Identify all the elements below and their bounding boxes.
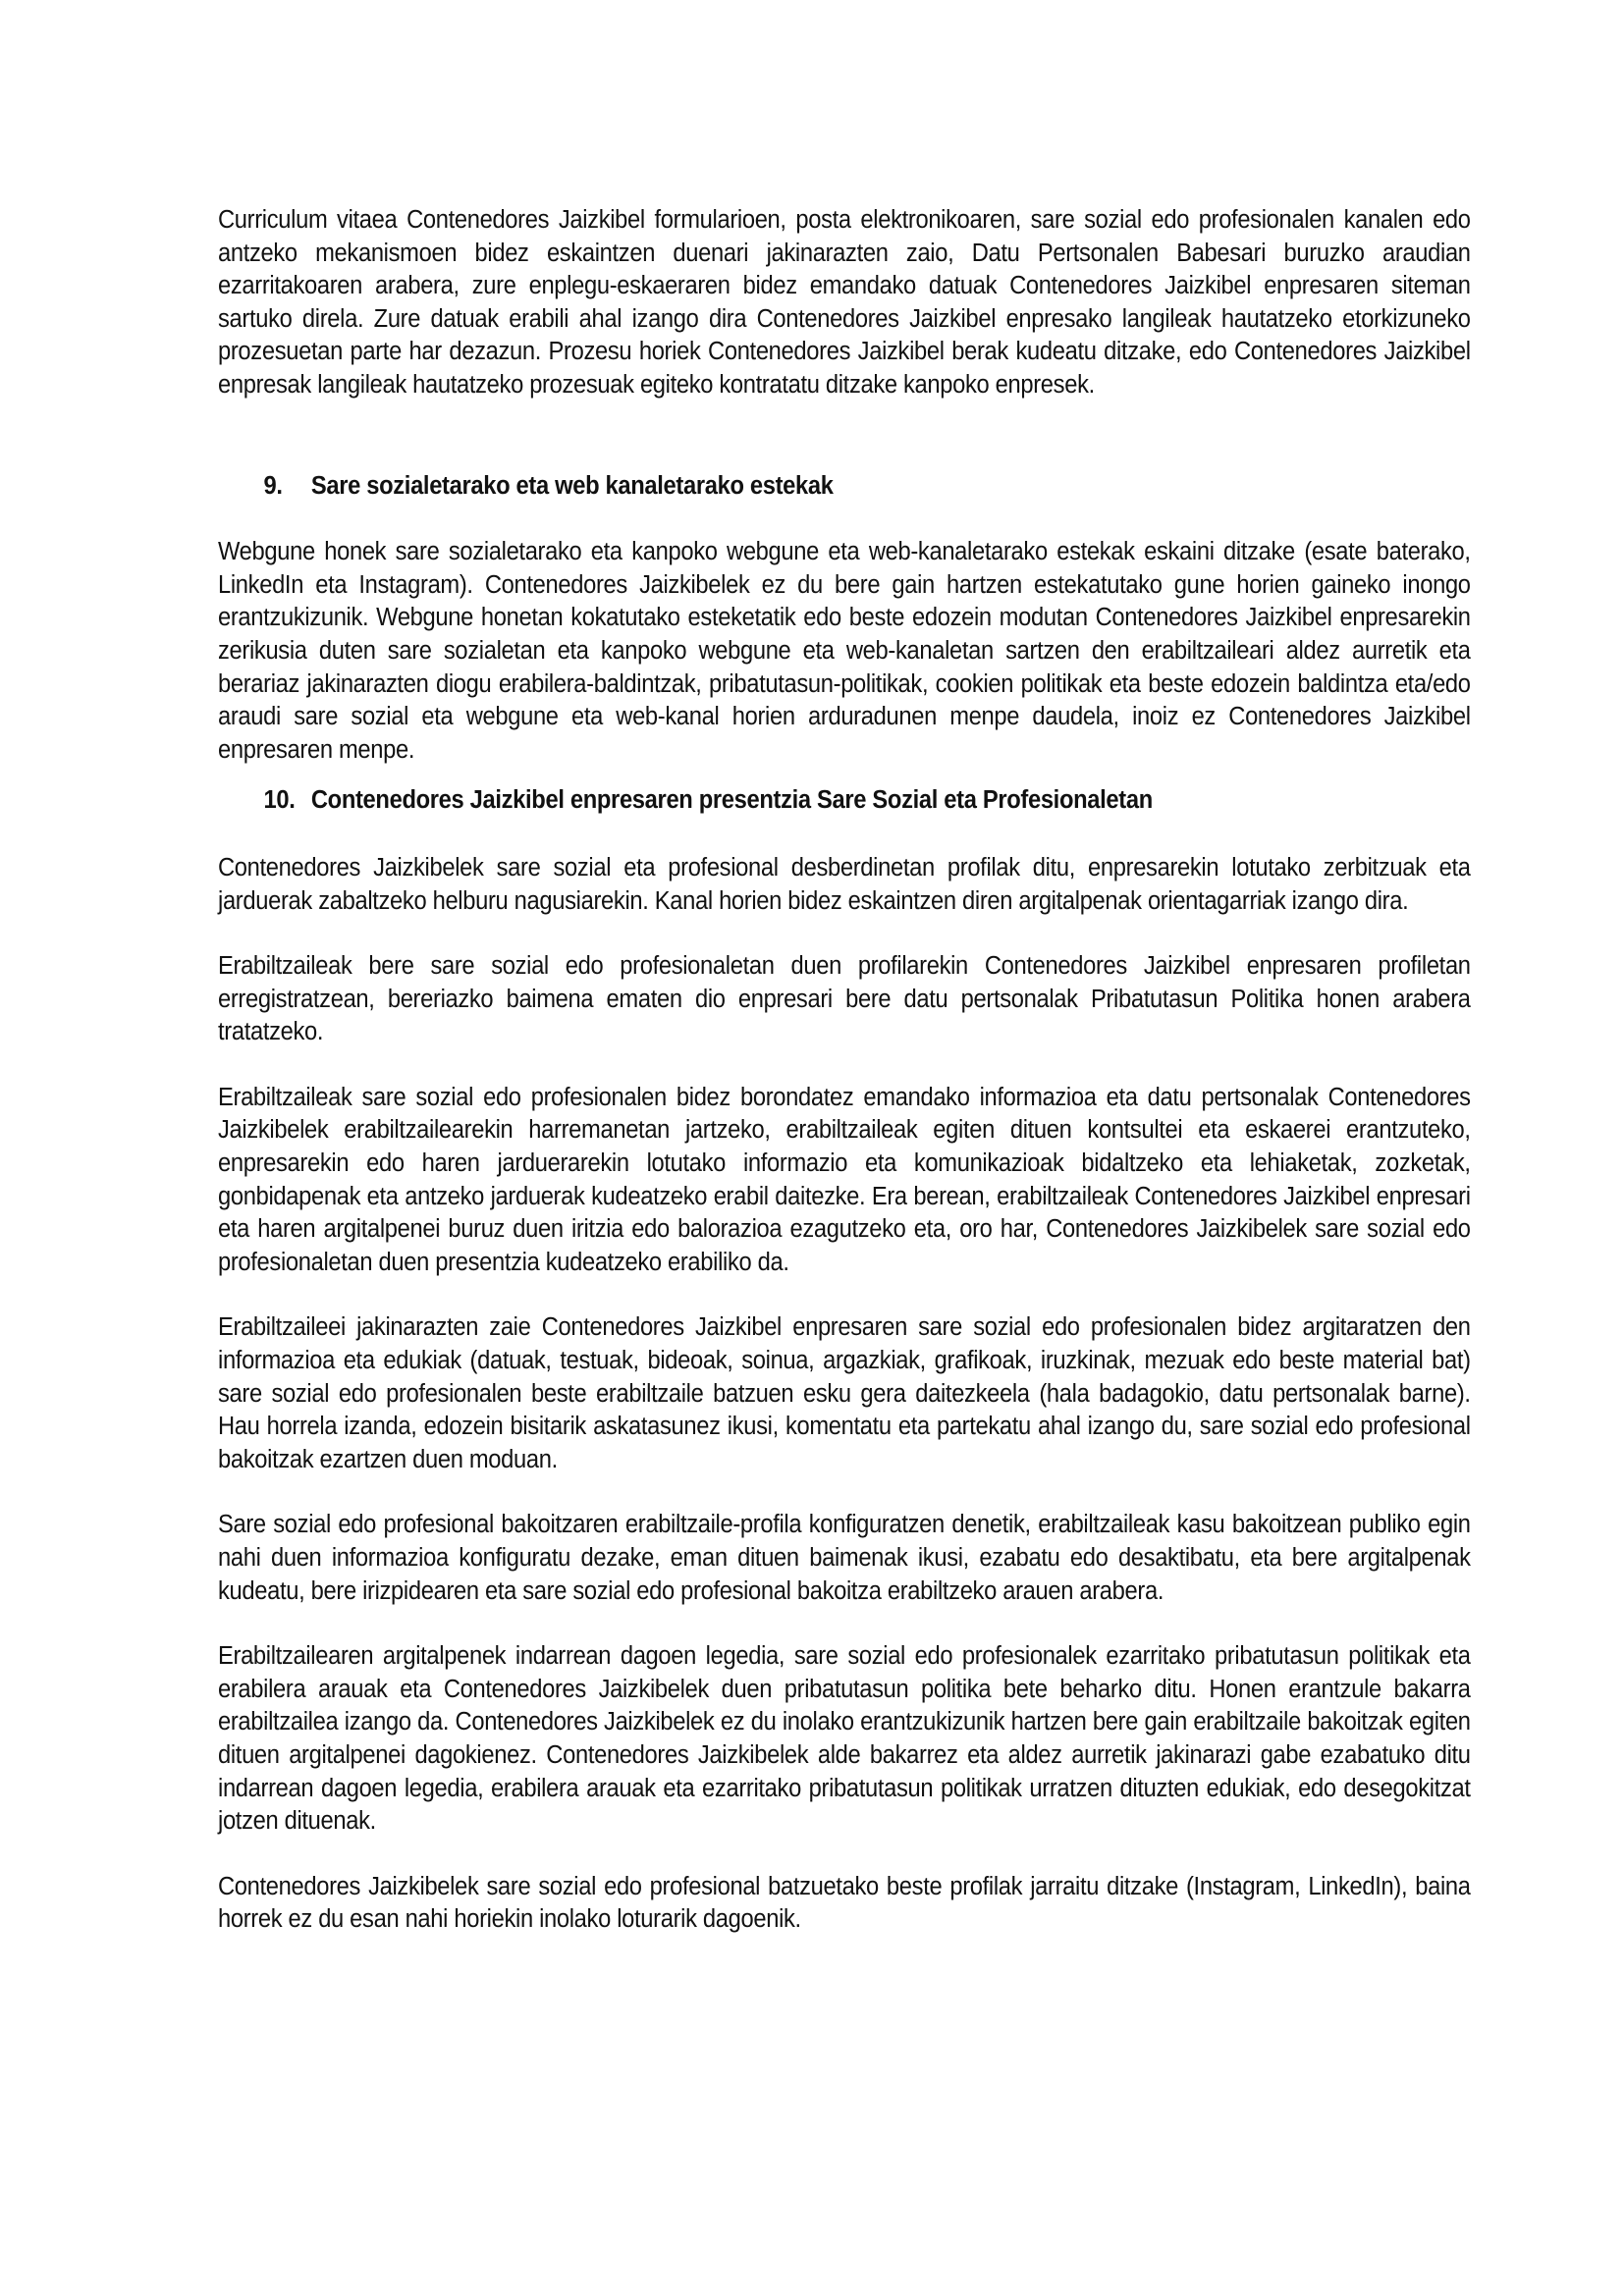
section-heading-10 [218,784,1516,818]
intro-paragraph: Curriculum vitaea Contenedores Jaizkibel formularioen, posta elektronikoaren, sare sozial edo profesionalen kanalen edo antzeko mekanismoen bidez eskaintzen duenari jakinarazten zaio, Datu Pertsonalen Babesari buruzko araudian ezarritakoaren arabera, zure enplegu-eskaeraren bidez emandako datuak Contenedores Jaizkibel enpresaren siteman sartuko direla. Zure datuak erabili ahal izango dira Contenedores Jaizkibel enpresako langileak hautatzeko etorkizuneko prozesuetan parte har dezazun. Prozesu horiek Contenedores Jaizkibel berak kudeatu ditzake, edo Contenedores Jaizkibel enpresak langileak hautatzeko prozesuak egiteko kontratatu ditzake kanpoko enpresek. [218,206,1471,399]
document-page [218,204,1471,1937]
section-9-paragraph: Webgune honek sare sozialetarako eta kanpoko webgune eta web-kanaletarako estekak eskaini ditzake (esate baterako, LinkedIn eta Instagram). Contenedores Jaizkibelek ez du bere gain hartzen estekatutako gune horien gaineko inongo erantzukizunik. Webgune honetan kokatutako esteketatik edo beste edozein modutan Contenedores Jaizkibel enpresarekin zerikusia duten sare sozialetan eta kanpoko webgune eta web-kanaletan sartzen den erabiltzaileari aldez aurretik eta berariaz jakinarazten diogu erabilera-baldintzak, pribatutasun-politikak, cookien politikak eta beste edozein baldintza eta/edo araudi sare sozial eta webgune eta web-kanal horien arduradunen menpe daudela, inoiz ez Contenedores Jaizkibel enpresaren menpe. [218,538,1471,764]
section-10-paragraph: Erabiltzaileak sare sozial edo profesionalen bidez borondatez emandako informazioa eta datu pertsonalak Contenedores Jaizkibelek erabiltzailearekin harremanetan jartzeko, erabiltzaileak egiten dituen kontsultei eta eskaerei erantzuteko, enpresarekin edo haren jarduerarekin lotutako informazio eta komunikazioak bidaltzeko eta lehiaketak, zozketak, gonbidapenak eta antzeko jarduerak kudeatzeko erabil daitezke. Era berean, erabiltzaileak Contenedores Jaizkibel enpresari eta haren argitalpenei buruz duen iritzia edo balorazioa ezagutzeko eta, oro har, Contenedores Jaizkibelek sare sozial edo profesionaletan duen presentzia kudeatzeko erabiliko da. [218,1083,1471,1276]
section-10-paragraph: Contenedores Jaizkibelek sare sozial eta profesional desberdinetan profilak ditu, enpresarekin lotutako zerbitzuak eta jarduerak zabaltzeko helburu nagusiarekin. Kanal horien bidez eskaintzen diren argitalpenak orientagarriak izango dira. [218,853,1471,915]
section-10-paragraph: Erabiltzailearen argitalpenek indarrean dagoen legedia, sare sozial edo profesionalek ezarritako pribatutasun politikak eta erabilera arauak eta Contenedores Jaizkibelek duen pribatutasun politika bete beharko ditu. Honen erantzule bakarra erabiltzailea izango da. Contenedores Jaizkibelek ez du inolako erantzukizunik hartzen bere gain erabiltzaile bakoitzak egiten dituen argitalpenei dagokienez. Contenedores Jaizkibelek alde bakarrez eta aldez aurretik jakinarazi gabe ezabatuko ditu indarrean dagoen legedia, erabilera arauak eta ezarritako pribatutasun politikak urratzen dituzten edukiak, edo desegokitzat jotzen dituenak. [218,1642,1471,1836]
section-number: 10. [263,786,296,815]
section-10-paragraph: Erabiltzaileei jakinarazten zaie Contenedores Jaizkibel enpresaren sare sozial edo profesionalen bidez argitaratzen den informazioa eta edukiak (datuak, testuak, bideoak, soinua, argazkiak, grafikoak, iruzkinak, mezuak edo beste material bat) sare sozial edo profesionalen beste erabiltzaile batzuen esku gera daitezkeela (hala badagokio, datu pertsonalak barne). Hau horrela izanda, edozein bisitarik askatasunez ikusi, komentatu eta partekatu ahal izango du, sare sozial edo profesional bakoitzak ezartzen duen moduan. [218,1313,1471,1473]
section-10-paragraph: Sare sozial edo profesional bakoitzaren erabiltzaile-profila konfiguratzen denetik, erabiltzaileak kasu bakoitzean publiko egin nahi duen informazioa konfiguratu dezake, eman dituen baimenak ikusi, ezabatu edo desaktibatu, eta bere argitalpenak kudeatu, bere irizpidearen eta sare sozial edo profesional bakoitza erabiltzeko arauen arabera. [218,1511,1471,1605]
section-title: Sare sozialetarako eta web kanaletarako estekak [310,471,834,500]
section-heading-9 [218,470,1516,504]
section-10-paragraph: Erabiltzaileak bere sare sozial edo profesionaletan duen profilarekin Contenedores Jaizkibel enpresaren profiletan erregistratzean, bereriazko baimena ematen dio enpresari bere datu pertsonalak Pribatutasun Politika honen arabera tratatzeko. [218,952,1471,1046]
section-title: Contenedores Jaizkibel enpresaren presentzia Sare Sozial eta Profesionaletan [310,786,1153,815]
section-number: 9. [263,471,283,500]
section-10-paragraph: Contenedores Jaizkibelek sare sozial edo profesional batzuetako beste profilak jarraitu ditzake (Instagram, LinkedIn), baina horrek ez du esan nahi horiekin inolako loturarik dagoenik. [218,1872,1471,1934]
